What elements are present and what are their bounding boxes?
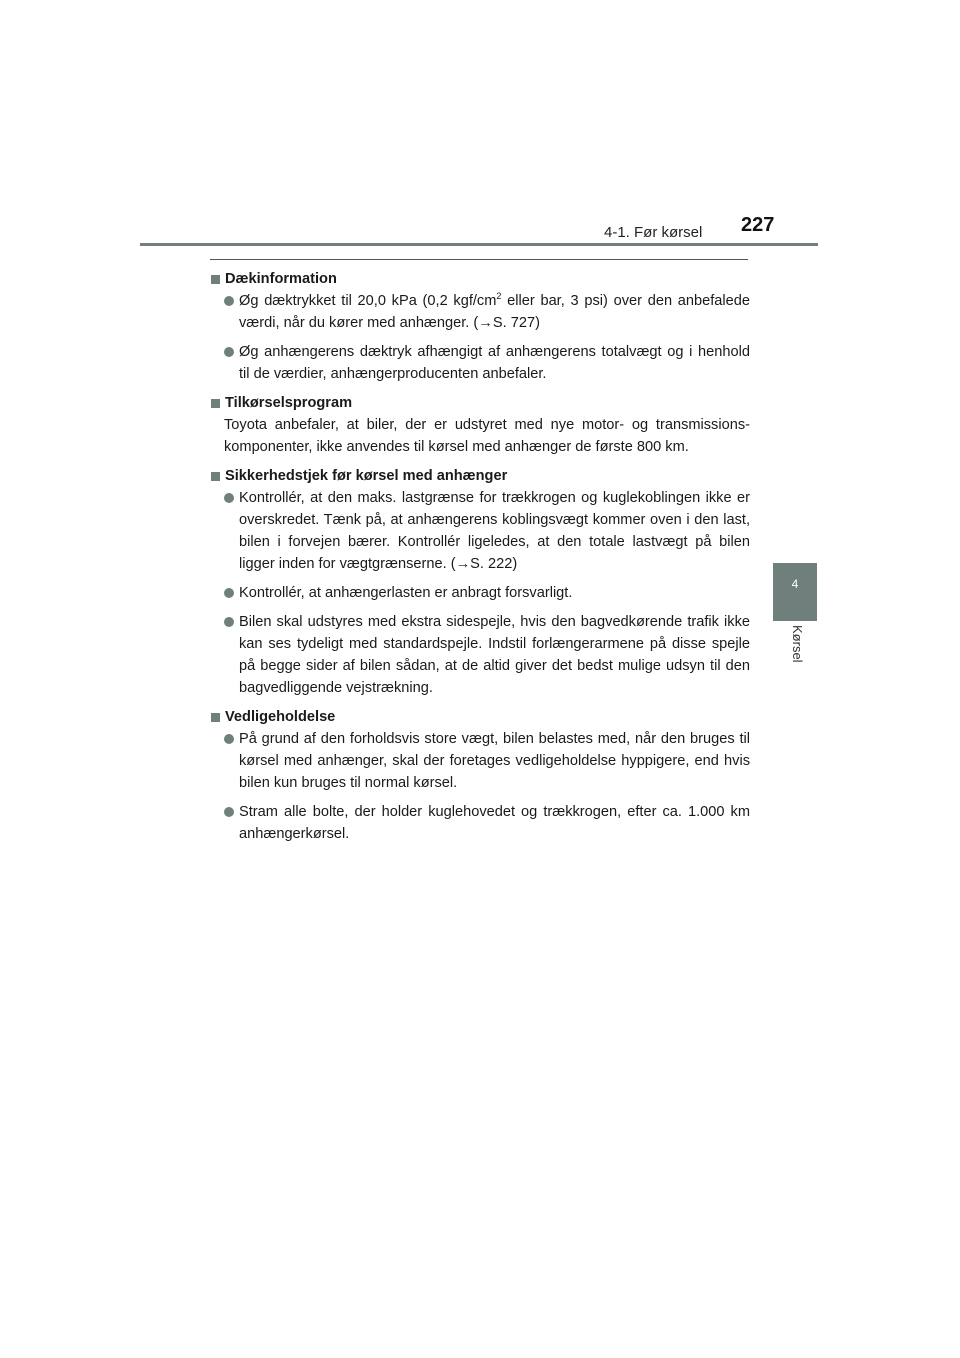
heading-text: Vedligeholdelse [225, 709, 336, 725]
section-sikkerhedstjek [210, 465, 750, 699]
content-top-rule [210, 259, 748, 260]
square-bullet-icon [211, 713, 220, 722]
square-bullet-icon [211, 399, 220, 408]
bullet-text: Øg anhængerens dæktryk afhængigt af anhængerens totalvægt og i henhold til de værdier, anhængerproducenten anbefaler. [239, 344, 750, 382]
list-item [224, 801, 750, 845]
round-bullet-icon [224, 807, 234, 817]
section-daekinformation [210, 268, 750, 385]
chapter-number: 4 [791, 577, 799, 591]
superscript: 2 [496, 291, 502, 302]
list-item [224, 582, 750, 604]
round-bullet-icon [224, 734, 234, 744]
list-item [224, 728, 750, 794]
bullet-text: Kontrollér, at anhængerlasten er anbragt forsvarligt. [239, 585, 573, 601]
chapter-tab [773, 563, 817, 621]
list-item [224, 487, 750, 575]
bullet-text-pre: Øg dæktrykket til 20,0 kPa (0,2 kgf/cm [239, 293, 497, 309]
section-heading [210, 706, 750, 728]
heading-text: Dækinformation [225, 271, 337, 287]
section-tilkoerselsprogram [210, 392, 750, 458]
round-bullet-icon [224, 493, 234, 503]
bullet-text-post: eller bar, 3 psi) over den anbefalede værdi, når du kører med anhænger. (→S. 727) [239, 293, 751, 331]
bullet-text: På grund af den forholdsvis store vægt, bilen belastes med, når den bruges til kørsel med anhænger, skal der foretages vedligeholdelse hyppigere, end hvis bilen kun bruges til normal kørsel. [239, 731, 750, 791]
bullet-text: Bilen skal udstyres med ekstra sidespejle, hvis den bagvedkørende trafik ikke kan ses tydeligt med standardspejle. Indstil forlængerarmene på disse spejle på begge sider af bilen sådan, at de altid giver det bedst mulige udsyn til den bagvedliggende vejstrækning. [239, 614, 750, 696]
section-paragraph: Toyota anbefaler, at biler, der er udstyret med nye motor- og transmissions-komponenter, ikke anvendes til kørsel med anhænger de første 800 km. [224, 417, 750, 455]
page-number: 227 [741, 214, 775, 236]
round-bullet-icon [224, 617, 234, 627]
page-content [210, 268, 750, 852]
header-rule [140, 243, 818, 246]
bullet-text: Kontrollér, at den maks. lastgrænse for trækkrogen og kuglekoblingen ikke er overskredet. Tænk på, at anhængerens koblingsvægt kommer oven i den last, bilen i forvejen bærer. Kontrollér ligeledes, at den totale lastvægt på bilen ligger inden for vægtgrænserne. (→S. 222) [239, 490, 750, 572]
round-bullet-icon [224, 588, 234, 598]
section-heading [210, 392, 750, 414]
list-item [224, 290, 750, 334]
section-heading [210, 268, 750, 290]
section-title: 4-1. Før kørsel [604, 224, 703, 241]
round-bullet-icon [224, 347, 234, 357]
section-vedligeholdelse [210, 706, 750, 845]
section-heading [210, 465, 750, 487]
square-bullet-icon [211, 472, 220, 481]
bullet-text: Stram alle bolte, der holder kuglehovedet og trækkrogen, efter ca. 1.000 km anhængerkørsel. [239, 804, 750, 842]
list-item [224, 611, 750, 699]
chapter-label: Kørsel [790, 625, 805, 663]
heading-text: Tilkørselsprogram [225, 395, 353, 411]
list-item [224, 341, 750, 385]
round-bullet-icon [224, 296, 234, 306]
heading-text: Sikkerhedstjek før kørsel med anhænger [225, 468, 508, 484]
square-bullet-icon [211, 275, 220, 284]
